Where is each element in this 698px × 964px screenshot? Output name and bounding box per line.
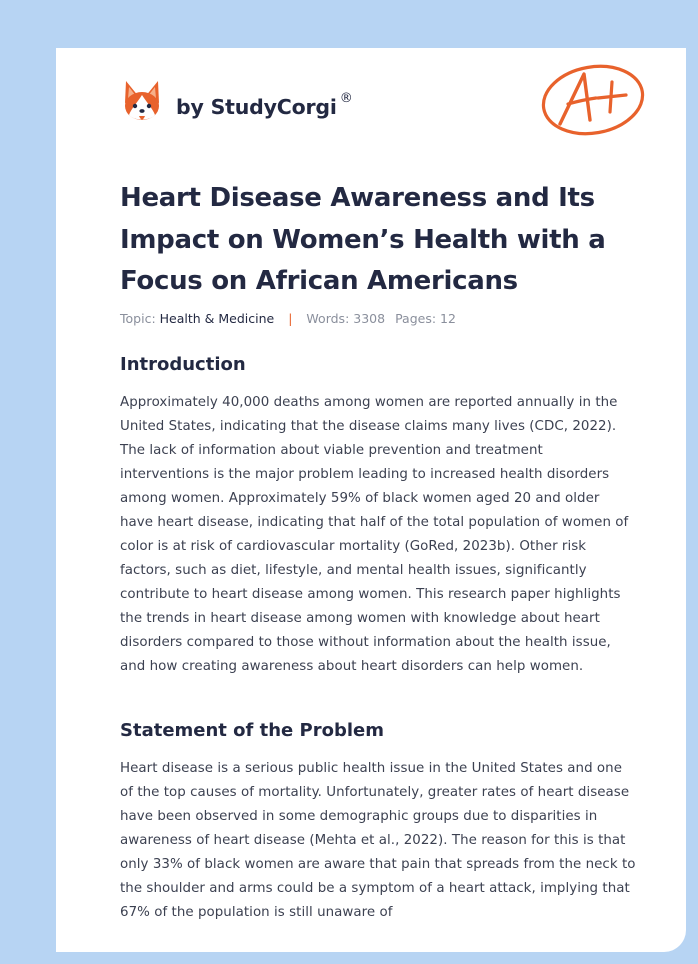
section-text-introduction: Approximately 40,000 deaths among women are reported annually in the United States, indicating that the disease claims many lives (CDC, 2022). The lack of information about viable prevention and treatment interventions is the major problem leading to increased health disorders among women. Approximately 59% of black women aged 20 and older have heart disease, indicating that half of the total population of women of color is at risk of cardiovascular mortality (GoRed, 2023b). Other risk factors, such as diet, lifestyle, and mental health issues, significantly contribute to heart disease among women. This research paper highlights the trends in heart disease among women with knowledge about heart disorders compared to those without information about the health issue, and how creating awareness about heart disorders can help women.: [120, 395, 629, 674]
document-meta: [120, 311, 456, 326]
document-page: [56, 48, 686, 952]
brand-name: by StudyCorgi ®: [176, 91, 353, 119]
corgi-icon: [122, 79, 162, 125]
words-label: Words:: [306, 311, 350, 326]
words-count: 3308: [353, 311, 386, 326]
document-title: Heart Disease Awareness and Its Impact on Women’s Health with a Focus on African Americans: [120, 183, 606, 296]
section-text-problem-statement: Heart disease is a serious public health issue in the United States and one of the top causes of mortality. Unfortunately, greater rates of heart disease have been observed in some demographic groups due to disparities in awareness of heart disease (Mehta et al., 2022). The reason for this is that only 33% of black women are aware that pain that spreads from the neck to the shoulder and arms could be a symptom of a heart attack, implying that 67% of the population is still unaware of: [120, 761, 636, 920]
studycorgi-logo[interactable]: [122, 76, 353, 128]
topic-link[interactable]: Health & Medicine: [159, 311, 275, 326]
a-plus-grade-icon: [538, 60, 648, 140]
section-heading-problem-statement: Statement of the Problem: [120, 720, 384, 741]
section-heading-introduction: Introduction: [120, 354, 246, 375]
topic-label: Topic:: [120, 311, 156, 326]
meta-separator: |: [288, 311, 293, 326]
pages-label: Pages:: [395, 311, 437, 326]
pages-count: 12: [440, 311, 456, 326]
